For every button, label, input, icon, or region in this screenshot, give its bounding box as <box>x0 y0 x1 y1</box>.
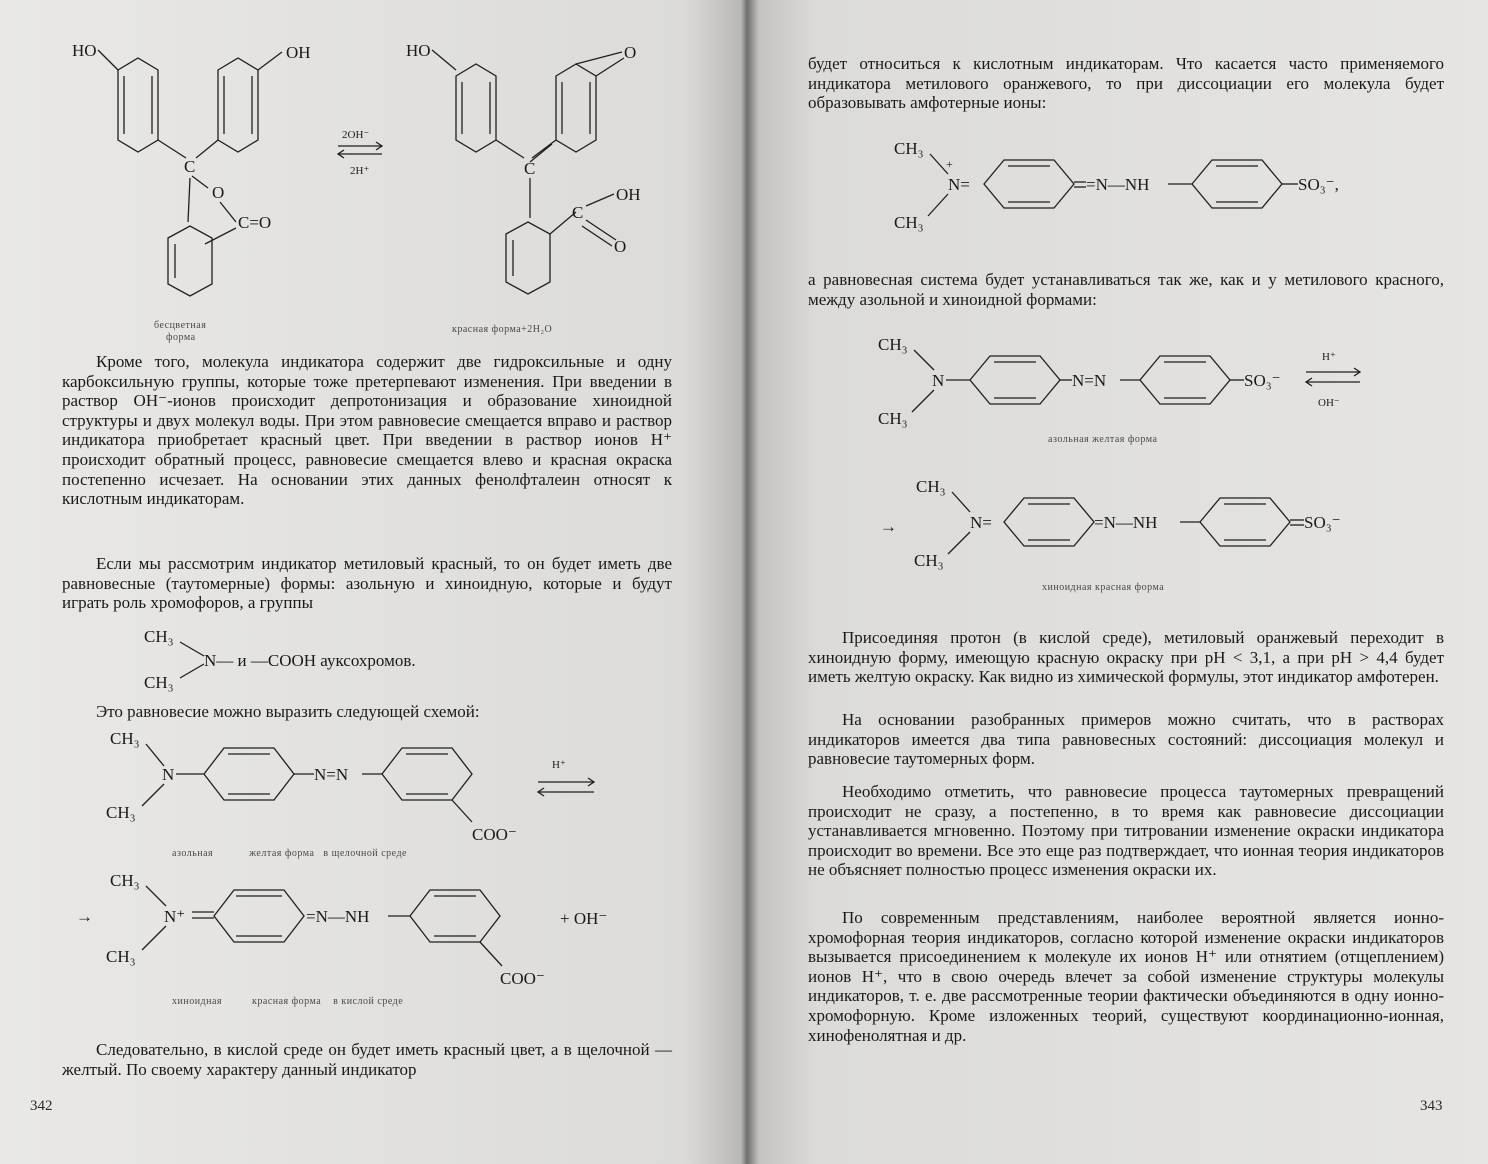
caption-red-form: красная форма+2H₂O <box>452 324 553 335</box>
atom-label: HO <box>406 41 431 60</box>
atom-label: C <box>572 203 584 222</box>
caption-colorless-form: форма <box>166 332 196 343</box>
chem-label: COO⁻ <box>500 969 545 988</box>
chem-label: CH₃ <box>106 803 136 822</box>
chem-label: CH₃ <box>916 477 946 496</box>
svg-text:+: + <box>946 157 953 171</box>
phenolphthalein-scheme <box>0 0 744 350</box>
arrow-label-bottom: 2H⁺ <box>350 165 370 177</box>
aux-text: N— и —COOH ауксохромов. <box>204 651 416 670</box>
atom-label: C <box>524 159 536 178</box>
chem-label: N= <box>948 175 970 194</box>
arrow-right: → <box>880 517 897 536</box>
chem-label: N <box>162 765 175 784</box>
chem-label: SO₃⁻ <box>1244 371 1281 390</box>
atom-label: C=O <box>238 213 272 232</box>
caption-mo-azo: азольная желтая форма <box>1048 434 1158 445</box>
chem-label: CH₃ <box>144 673 174 692</box>
arrow-label-top: H⁺ <box>1322 351 1336 363</box>
chem-label: N=N <box>1072 371 1107 390</box>
chem-label: N⁺ <box>164 907 186 926</box>
caption-colorless: бесцветная <box>154 320 207 331</box>
chem-label: COO⁻ <box>472 825 517 844</box>
arrow-label-bottom: OH⁻ <box>1318 397 1340 409</box>
methyl-red-quinoid <box>70 864 710 1004</box>
paragraph: Это равновесие можно выразить следующей схемой: <box>96 702 480 721</box>
paragraph: Необходимо отметить, что равновесие процесса таутомерных превращений происходит не сразу, а постепенно, в то время как равновесие диссоциации устанавливается мгновенно. Поэтому при титровании изменение окраски индикатора происходит во времени. Все это еще раз подтверждает, что ионная теория индикаторов не объясняет полностью процесс изменения окраски их. <box>808 782 1444 880</box>
paragraph: а равновесная система будет устанавливаться так же, как и у метилового красного, между азольной и хиноидной формами: <box>808 270 1444 309</box>
methyl-orange-quinoid <box>874 470 1488 580</box>
caption-mo-quinoid: хиноидная красная форма <box>1042 582 1165 593</box>
chem-label: N <box>932 371 945 390</box>
chem-label: =N—NH <box>306 907 370 926</box>
methyl-red-azo <box>100 722 720 852</box>
arrow-label-top: H⁺ <box>552 759 566 771</box>
chem-label: N=N <box>314 765 349 784</box>
methyl-orange-azo <box>874 328 1488 438</box>
chem-label: N= <box>970 513 992 532</box>
atom-label: C <box>184 157 196 176</box>
atom-label: OH <box>286 43 311 62</box>
atom-label: HO <box>72 41 97 60</box>
paragraph: На основании разобранных примеров можно считать, что в растворах индикаторов имеется два типа равновесных состояний: диссоциация молекул и равновесие таутомерных форм. <box>808 710 1444 769</box>
atom-label: O <box>212 183 225 202</box>
chem-label: CH₃ <box>878 409 908 428</box>
atom-label: O <box>614 237 627 256</box>
paragraph: Присоединяя протон (в кислой среде), метиловый оранжевый переходит в хиноидную форму, имеющую красную окраску при pH < 3,1, а при pH > 4,4 будет иметь желтую окраску. Как видно из химической формулы, этот индикатор амфотерен. <box>808 628 1444 687</box>
atom-label: O <box>624 43 637 62</box>
chem-label: CH₃ <box>110 871 140 890</box>
chem-label: CH₃ <box>914 551 944 570</box>
paragraph: По современным представлениям, наиболее вероятной является ионно-хромофорная теория индикаторов, согласно которой изменение окраски индикаторов вызывается присоединением к молекуле их ионов H⁺ или отнятием (отщеплением) ионов H⁺, что в свою очередь влечет за собой изменение структуры молекулы индикаторов, т. е. две рассмотренные теории фактически объединяются в одну ионно-хромофорную. Кроме изложенных теорий, существуют координационно-ионная, хинофенолятная и др. <box>808 908 1444 1045</box>
paragraph: Кроме того, молекула индикатора содержит две гидроксильные и одну карбоксильную группы, которые тоже претерпевают изменения. При введении в раствор OH⁻-ионов происходит депротонизация и образование хиноидной структуры и двух молекул воды. При этом равновесие смещается вправо и раствор индикатора приобретает красный цвет. При введении в раствор ионов H⁺ происходит обратный процесс, равновесие смещается влево и красная окраска постепенно исчезает. На основании этих данных фенолфталеин относят к кислотным индикаторам. <box>62 352 672 509</box>
chem-label: =N—NH <box>1094 513 1158 532</box>
arrow-label-top: 2OH⁻ <box>342 129 370 141</box>
caption-mr-quinoid: хиноидная красная форма в кислой среде <box>172 996 404 1007</box>
page-number-left: 342 <box>30 1098 53 1114</box>
methyl-orange-ion <box>884 132 1488 242</box>
chem-label: CH₃ <box>878 335 908 354</box>
caption-mr-azo: азольная желтая форма в щелочной среде <box>172 848 407 859</box>
paragraph: Если мы рассмотрим индикатор метиловый красный, то он будет иметь две равновесные (таутомерные) формы: азольную и хиноидную, которые и будут играть роль хромофоров, а группы <box>62 554 672 613</box>
chem-label: CH₃ <box>144 627 174 646</box>
atom-label: OH <box>616 185 641 204</box>
paragraph: будет относиться к кислотным индикаторам. Что касается часто применяемого индикатора метилового оранжевого, то при диссоциации его молекула будет образовывать амфотерные ионы: <box>808 54 1444 113</box>
page-number-right: 343 <box>1420 1098 1443 1114</box>
chem-label: SO₃⁻, <box>1298 175 1339 194</box>
chem-label: CH₃ <box>894 139 924 158</box>
arrow-right: → <box>76 907 93 926</box>
plus-oh: + OH⁻ <box>560 909 608 928</box>
page-right <box>744 0 1488 1164</box>
chem-label: CH₃ <box>110 729 140 748</box>
chem-label: CH₃ <box>106 947 136 966</box>
chem-label: CH₃ <box>894 213 924 232</box>
auxochrome-formula <box>140 622 520 692</box>
chem-label: SO₃⁻ <box>1304 513 1341 532</box>
chem-label: =N—NH <box>1086 175 1150 194</box>
paragraph: Следовательно, в кислой среде он будет иметь красный цвет, а в щелочной — желтый. По своему характеру данный индикатор <box>62 1040 672 1079</box>
